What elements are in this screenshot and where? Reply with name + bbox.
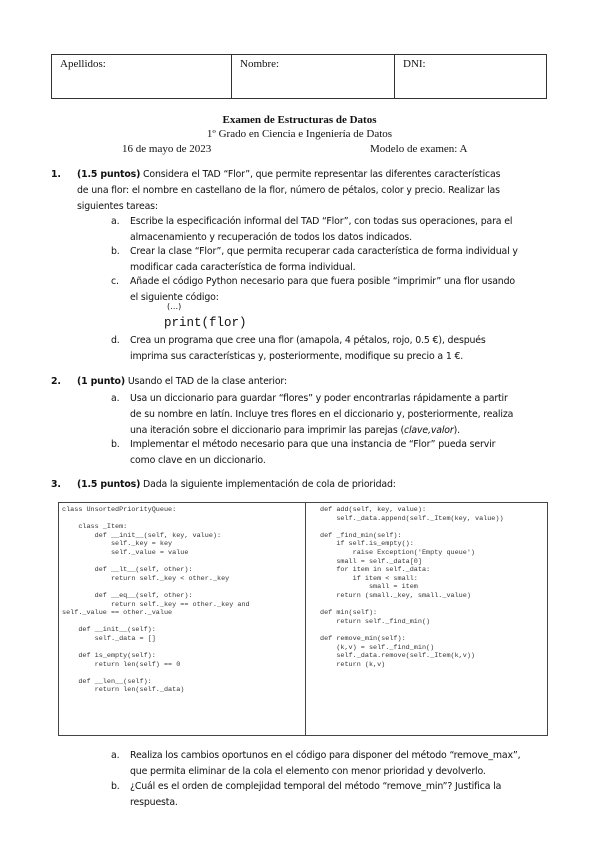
question-3b-line2: respuesta. [130,797,178,808]
question-1b-letter: b. [111,246,120,257]
question-1-line1: Considera el TAD “Flor”, que permite representar las diferentes características [140,169,501,180]
question-1a [111,214,545,246]
question-3-number: 3. [51,479,61,490]
question-2a-line3-em: clave,valor [403,425,454,436]
question-1-number: 1. [51,169,61,180]
code-left: class UnsortedPriorityQueue: class _Item: def __init__(self, key, value): self._key = key self._value = value def __lt__(self, other): return self._key < other._key def __eq__(self, other): return self._key == other._key and self._value == other._value def __init__(self): self._data = [] def is_empty(self): return len(self) == 0 def __len__(self): return len(self._data) [62,506,250,695]
code-right-cell [306,503,548,736]
exam-date: 16 de mayo de 2023 [122,143,212,155]
question-2 [51,374,545,390]
code-listing-table [58,502,548,736]
question-1a-line2: almacenamiento y recuperación de todos los datos indicados. [130,232,412,243]
question-1-line2: de una flor: el nombre en castellano de la flor, número de pétalos, color y precio. Realizar las [77,185,500,196]
question-2-number: 2. [51,376,61,387]
question-1d-line1: Crea un programa que cree una flor (amapola, 4 pétalos, rojo, 0.5 €), después [130,335,486,346]
question-1c-ellipsis: (…) [167,302,182,311]
student-info-table [51,54,547,99]
apellidos-label: Apellidos: [60,58,106,70]
question-1a-line1: Escribe la especificación informal del TAD “Flor”, con todas sus operaciones, para el [130,216,513,227]
question-2-points: (1 punto) [77,376,125,387]
question-1-points: (1.5 puntos) [77,169,141,180]
question-2a-line3-post: ). [453,425,460,436]
question-1c-code: print(flor) [164,316,247,330]
question-1-line3: siguientes tareas: [77,201,158,212]
question-1b-line1: Crear la clase “Flor”, que permita recuperar cada característica de forma individual y [130,246,518,257]
apellidos-cell[interactable] [52,55,232,99]
code-left-cell [59,503,306,736]
question-2b-line2: como clave en un diccionario. [130,455,266,466]
nombre-label: Nombre: [240,58,280,70]
question-3b-letter: b. [111,781,120,792]
question-1c-line2: el siguiente código: [130,292,219,303]
question-1b [111,244,545,276]
question-1b-line2: modificar cada característica de forma individual. [130,262,356,273]
question-2a-line3-pre: una iteración sobre el diccionario para imprimir las parejas ( [130,425,404,436]
question-3b [111,779,545,811]
question-3a-line1: Realiza los cambios oportunos en el código para disponer del método “remove_max”, [130,750,521,761]
question-1 [51,167,545,215]
question-2a-letter: a. [111,393,120,404]
question-1d [111,333,545,365]
question-3b-line1: ¿Cuál es el orden de complejidad temporal del método “remove_min”? Justifica la [130,781,502,792]
nombre-cell[interactable] [232,55,395,99]
question-1d-letter: d. [111,335,120,346]
dni-label: DNI: [403,58,426,70]
question-2b [111,437,545,469]
exam-degree: 1º Grado en Ciencia e Ingeniería de Datos [206,128,393,140]
dni-cell[interactable] [395,55,547,99]
question-3-line1: Dada la siguiente implementación de cola de prioridad: [140,479,396,490]
question-2a-line2: de su nombre en latín. Incluye tres flores en el diccionario y, posteriormente, realiza [130,409,514,420]
question-1c-letter: c. [111,276,119,287]
question-1c [111,274,545,306]
question-1c-line1: Añade el código Python necesario para que fuera posible “imprimir” una flor usando [130,276,515,287]
question-3a-line2: que permita eliminar de la cola el elemento con menor prioridad y devolverlo. [130,766,486,777]
question-1d-line2: imprima sus características y, posteriormente, modifique su precio a 1 €. [130,351,464,362]
question-3 [51,477,545,493]
question-3-points: (1.5 puntos) [77,479,141,490]
question-2a [111,391,545,439]
question-3a-letter: a. [111,750,120,761]
question-2b-letter: b. [111,439,120,450]
question-1a-letter: a. [111,216,120,227]
question-3a [111,748,545,780]
question-2-line1: Usando el TAD de la clase anterior: [125,376,287,387]
question-2a-line1: Usa un diccionario para guardar “flores” y poder encontrarlas rápidamente a partir [130,393,508,404]
code-right: def add(self, key, value): self._data.append(self._Item(key, value)) def _find_min(self): if self.is_empty(): raise Exception('Empty queue') small = self._data[0] for item in self._data: if item < small: small = item return (small._key, small._value) def min(self): return self._find_min() def remove_min(self): (k,v) = self._find_min() self._data.remove(self._Item(k,v)) return (k,v) [320,506,504,669]
question-2b-line1: Implementar el método necesario para que una instancia de “Flor” pueda servir [130,439,496,450]
exam-model: Modelo de examen: A [370,143,468,155]
exam-title: Examen de Estructuras de Datos [222,114,377,126]
